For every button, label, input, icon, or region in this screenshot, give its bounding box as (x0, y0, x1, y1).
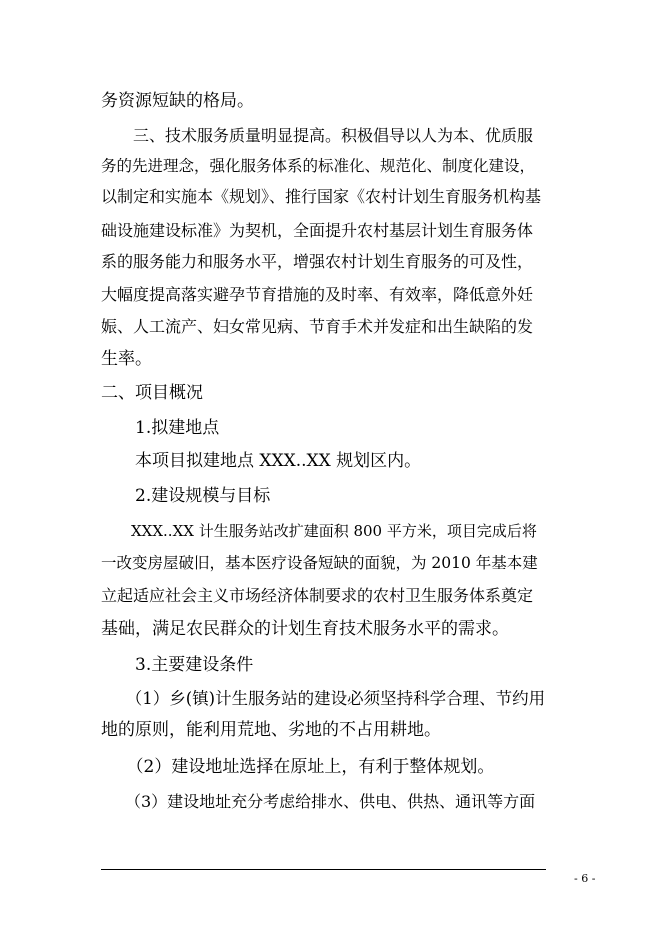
text-line: 地的原则，能利用荒地、劣地的不占用耕地。 (101, 720, 441, 740)
text-line: （1）乡(镇)计生服务站的建设必须坚持科学合理、节约用 (101, 689, 546, 708)
text-line: 三、技术服务质量明显提高。积极倡导以人为本、优质服 (101, 126, 534, 145)
section-heading: 二、项目概况 (101, 383, 203, 403)
text-line: 一改变房屋破旧，基本医疗设备短缺的面貌，为 2010 年基本建 (101, 554, 538, 572)
subsection-heading: 2.建设规模与目标 (101, 486, 271, 506)
page-number: - 6 - (574, 872, 596, 885)
text-line: 立起适应社会主义市场经济体制要求的农村卫生服务体系奠定 (101, 586, 534, 605)
text-line: 系的服务能力和服务水平，增强农村计划生育服务的可及性， (101, 252, 534, 271)
text-line: 务资源短缺的格局。 (101, 91, 254, 111)
text-line: 以制定和实施本《规划》、推行国家《农村计划生育服务机构基 (101, 187, 542, 206)
text-line: 大幅度提高落实避孕节育措施的及时率、有效率，降低意外妊 (101, 285, 534, 304)
subsection-heading: 3.主要建设条件 (101, 655, 254, 675)
text-line: （2）建设地址选择在原址上，有利于整体规划。 (101, 757, 495, 777)
text-line: 基础，满足农民群众的计划生育技术服务水平的需求。 (101, 619, 509, 639)
text-line: 础设施建设标准》为契机，全面提升农村基层计划生育服务体 (101, 221, 534, 240)
text-line: 生率。 (101, 349, 152, 369)
text-line: 娠、人工流产、妇女常见病、节育手术并发症和出生缺陷的发 (101, 317, 534, 336)
footer-rule (101, 869, 546, 870)
text-line: XXX..XX 计生服务站改扩建面积 800 平方米，项目完成后将 (101, 522, 537, 540)
text-line: 务的先进理念，强化服务体系的标准化、规范化、制度化建设， (101, 157, 536, 175)
subsection-heading: 1.拟建地点 (101, 418, 220, 438)
text-line: 本项目拟建地点 XXX..XX 规划区内。 (101, 451, 422, 471)
text-line: （3）建设地址充分考虑给排水、供电、供热、通讯等方面 (101, 792, 536, 811)
